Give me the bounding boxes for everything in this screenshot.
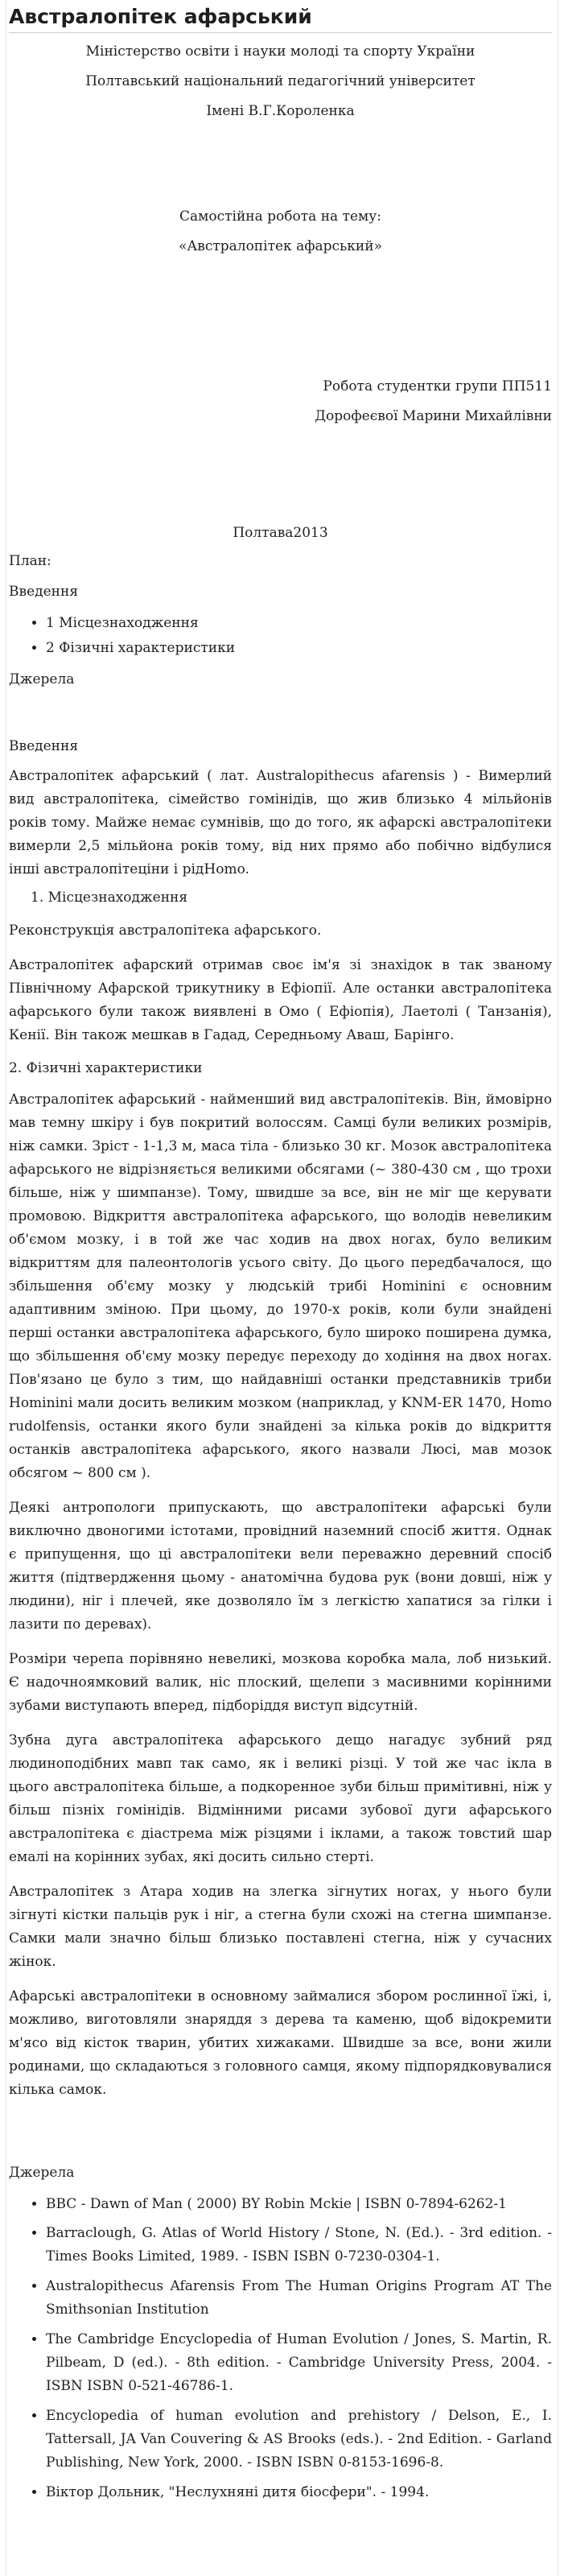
intro-heading: Введення: [9, 738, 79, 754]
section-1-heading: 1. Місцезнаходження: [31, 890, 188, 906]
intro-paragraph: Австралопітек афарський ( лат. Australopithecus afarensis ) - Вимерлий вид австралопітека, сімейство гомінідів, що жив близько 4 мільйонів років тому. Майже немає сумнівів, що до того, як афарскі австралопітеки вимерли 2,5 мільйона років тому, від них прямо або побічно відбулися інші австралопітеціни і рідHomo.: [9, 768, 552, 877]
city-year-line: Полтава2013: [233, 525, 328, 541]
section-2-paragraph-5: Австралопітек з Атара ходив на злегка зігнутих ногах, у нього були зігнуті кістки пальців рук і ніг, а стегна були схожі на стегна шимпанзе. Самки мали значно більш близько поставлені стегна, ніж у сучасних жінок.: [9, 1884, 552, 1970]
section-2-heading: 2. Фізичні характеристики: [9, 1060, 203, 1076]
section-2-paragraph-1: Австралопітек афарський - найменший вид австралопітеків. Він, ймовірно мав темну шкіру і був покритий волоссям. Самці були великих розмірів, ніж самки. Зріст - 1-1,3 м, маса тіла - близько 30 кг. Мозок австралопітека афарського не відрізняється великими обсягами (~ 380-430 см , що трохи більше, ніж у шимпанзе). Тому, швидше за все, він не міг ще керувати промовою. Відкриття австралопітека афарського, що володів невеликим об'ємом мозку, і в той же час ходив на двох ногах, було великим відкриттям для палеонтологів усього світу. До цього передбачалося, що збільшення об'єму мозку у людській трибі Hominini є основним адаптивним зміною. При цьому, до 1970-х років, коли були знайдені перші останки австралопітека афарського, було широко поширена думка, що збільшення об'єму мозку передує переходу до ходіння на двох ногах. Пов'язано це було з тим, що найдавніші останки представників триби Hominini мали досить великим мозком (наприклад, у KNM-ER 1470, Homo rudolfensis, останки якого були знайдені за кілька років до відкриття останків австралопітека афарського, якого назвали Люсі, мав мозок обсягом ~ 800 см ).: [9, 1092, 553, 1481]
ministry-line: Міністерство освіти і науки молоді та спорту України: [85, 43, 475, 60]
topic-line: «Австралопітек афарський»: [178, 238, 382, 254]
sources-list: [9, 2193, 552, 2504]
university-line: Полтавський національний педагогічний університет: [85, 73, 475, 89]
section-1-paragraph: Австралопітек афарский отримав своє ім'я зі знахідок в так званому Північному Афарской трикутнику в Ефіопії. Але останки австралопітека афарського були також виявлені в Омо ( Ефіопія), Лаетолі ( Танзанія), Кенії. Він також мешкав в Гадад, Середньому Аваш, Барінго.: [9, 957, 552, 1043]
source-item: • BBC - Dawn of Man ( 2000) BY Robin Mckie | ISBN 0-7894-6262-1: [46, 2193, 552, 2216]
author-name-line: Дорофеєвої Марини Михайлівни: [315, 408, 552, 424]
source-item: • Australopithecus Afarensis From The Human Origins Program AT The Smithsonian Institution: [46, 2275, 552, 2322]
source-item: • Barraclough, G. Atlas of World History / Stone, N. (Ed.). - 3rd edition. - Times Books Limited, 1989. - ISBN ISBN 0-7230-0304-1.: [46, 2222, 552, 2268]
toc-item-physical[interactable]: • 2 Фізичні характеристики: [46, 637, 552, 660]
plan-label: План:: [9, 553, 51, 569]
toc-item-location[interactable]: • 1 Місцезнаходження: [46, 612, 552, 635]
section-2-paragraph-6: Афарські австралопітеки в основному займалися збором рослинної їжі, і, можливо, виготовляли знаряддя з дерева та каменю, щоб відокремити м'ясо від кісток тварин, убитих хижаками. Швидше за все, вони жили родинами, що складаються з головного самця, якому підпорядковувалися кілька самок.: [9, 1988, 552, 2098]
plan-intro-link[interactable]: Введення: [9, 584, 79, 600]
document-page: [6, 0, 558, 2576]
document-title: Австралопітек афарський: [9, 0, 552, 33]
section-2-paragraph-2: Деякі антропологи припускають, що австралопітеки афарські були виключно двоногими істотами, провідний наземний спосіб життя. Однак є припущення, що ці австралопітеки вели переважно деревний спосіб життя (підтвердження цьому - анатомічна будова рук (вони довші, ніж у людини), ніг і плечей, яке дозволяло їм з легкістю хапатися за гілки і лазити по деревах).: [9, 1500, 552, 1633]
section-2-paragraph-3: Розміри черепа порівняно невеликі, мозкова коробка мала, лоб низький. Є надочноямковий валик, ніс плоский, щелепи з масивними корінними зубами виступають вперед, підборіддя виступ відсутній.: [9, 1651, 552, 1714]
plan-sources-link[interactable]: Джерела: [9, 671, 75, 687]
source-item: • Віктор Дольник, "Неслухняні дитя біосфери". - 1994.: [46, 2481, 552, 2504]
sources-heading: Джерела: [9, 2165, 75, 2181]
section-1-caption: Реконструкція австралопітека афарського.: [9, 923, 322, 939]
table-of-contents: [9, 612, 552, 660]
named-after-line: Імені В.Г.Короленка: [206, 103, 355, 119]
author-group-line: Робота студентки групи ПП511: [323, 378, 552, 394]
source-item: • The Cambridge Encyclopedia of Human Evolution / Jones, S. Martin, R. Pilbeam, D (ed.). - 8th edition. - Cambridge University Press, 2004. - ISBN ISBN 0-521-46786-1.: [46, 2328, 552, 2398]
work-type-line: Самостійна робота на тему:: [179, 208, 381, 225]
section-2-paragraph-4: Зубна дуга австралопітека афарського дещо нагадує зубний ряд людиноподібних мавп так само, як і великі різці. У той же час ікла в цього австралопітека більше, а подкоренное зуби більш примітивні, ніж у більш пізніх гомінідів. Відмінними рисами зубової дуги афарського австралопітека є діастрема між різцями і іклами, а також товстий шар емалі на корінних зубах, які досить сильно стерті.: [9, 1732, 552, 1865]
source-item: • Encyclopedia of human evolution and prehistory / Delson, E., I. Tattersall, JA Van Couvering & AS Brooks (eds.). - 2nd Edition. - Garland Publishing, New York, 2000. - ISBN ISBN 0-8153-1696-8.: [46, 2405, 552, 2475]
